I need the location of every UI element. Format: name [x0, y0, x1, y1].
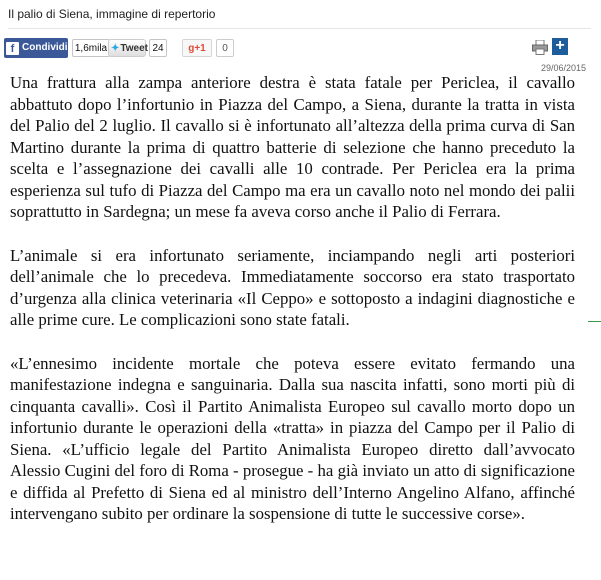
google-plus-button[interactable]: g+1: [182, 39, 212, 57]
share-bar: [4, 38, 580, 60]
side-marker: [588, 321, 601, 322]
tweet-count: 24: [149, 39, 167, 57]
facebook-share-count: 1,6mila: [72, 39, 110, 57]
google-plus-count: 0: [216, 39, 234, 57]
twitter-bird-icon: ✦: [111, 42, 120, 54]
more-share-button[interactable]: +: [552, 38, 568, 55]
tweet-label: Tweet: [120, 42, 148, 54]
article-paragraph: L’animale si era infortunato seriamente, inciampando negli arti posteriori dell’animale che lo precedeva. Immediatamente soccorso era stato trasportato d’urgenza alla clinica veterinaria «Il Ceppo» e sottoposto a indagini diagnostiche e alle prime cure. Le complicazioni sono state fatali.: [10, 245, 575, 329]
facebook-icon: f: [6, 42, 19, 55]
print-icon[interactable]: [532, 40, 548, 55]
article-date: 29/06/2015: [540, 63, 586, 73]
facebook-share-label: Condividi: [22, 42, 68, 53]
image-caption: Il palio di Siena, immagine di repertorio: [8, 4, 591, 29]
article-paragraph: Una frattura alla zampa anteriore destra è stata fatale per Periclea, il cavallo abbattuto dopo l’infortunio in Piazza del Campo, a Siena, durante la tratta in vista del Palio del 2 luglio. Il cavallo si è infortunato all’altezza della prima curva di San Martino durante la prima di quattro batterie di selezione che hanno preceduto la scelta e l’assegnazione dei cavalli alle 10 contrade. Per Periclea era la prima esperienza sul tufo di Piazza del Campo ma era un cavallo noto nel mondo dei palii soprattutto in Sardegna; un mese fa aveva corso anche il Palio di Ferrara.: [10, 73, 575, 221]
facebook-share-button[interactable]: [4, 38, 68, 58]
article-body: [10, 72, 575, 547]
article-paragraph: «L’ennesimo incidente mortale che poteva essere evitato fermando una manifestazione indegna e sanguinaria. Dalla sua nascita infatti, sono morti più di cinquanta cavalli». Così il Partito Animalista Europeo sul cavallo morto dopo un infortunio durante le operazioni della «tratta» in piazza del Campo per il Palio di Siena. «L’ufficio legale del Partito Animalista Europeo diretto dall’avvocato Alessio Cugini del foro di Roma - prosegue - ha già inviato un atto di significazione e diffida al Prefetto di Siena ed al ministro dell’Interno Angelino Alfano, affinché intervengano subito per ordinare la sospensione di tutte le successive corse».: [10, 353, 575, 523]
tweet-button[interactable]: [108, 39, 146, 57]
